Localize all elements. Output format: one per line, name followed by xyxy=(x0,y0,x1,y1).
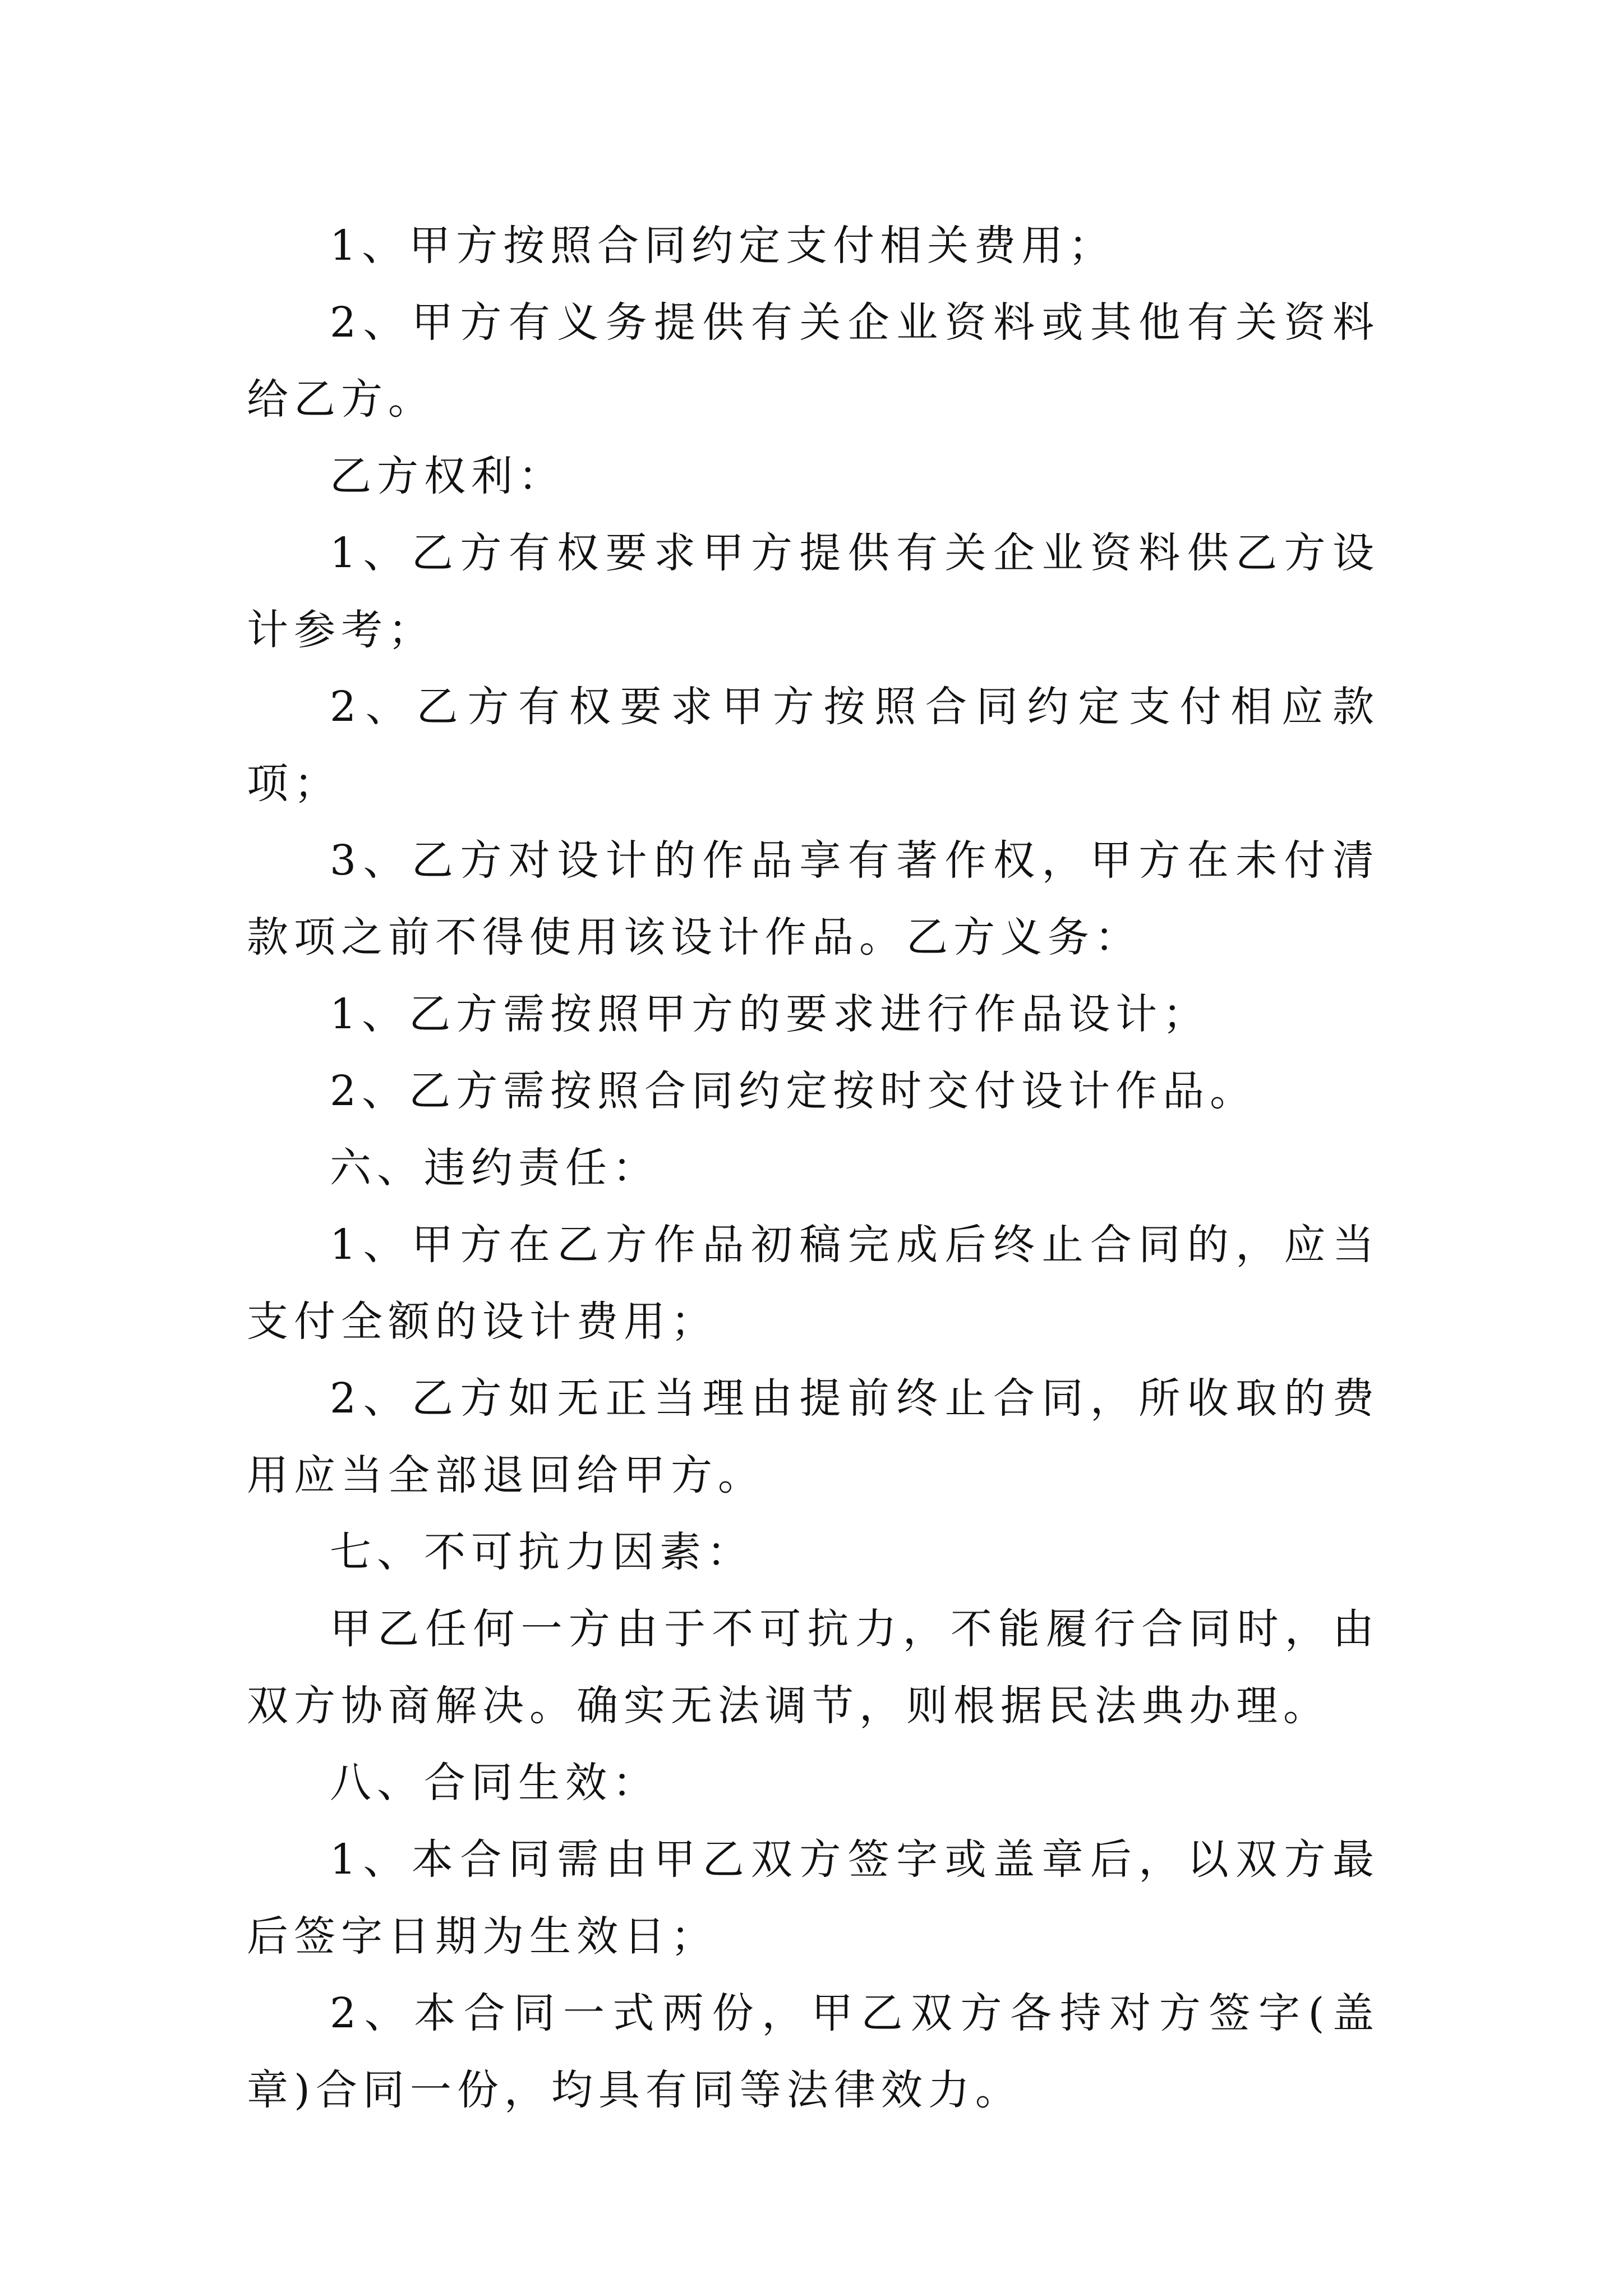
clause-party-b-right-materials: 1、乙方有权要求甲方提供有关企业资料供乙方设计参考； xyxy=(247,529,1380,654)
clause-party-a-payment: 1、甲方按照合同约定支付相关费用； xyxy=(330,222,1116,270)
clause-force-majeure: 甲乙任何一方由于不可抗力，不能履行合同时，由双方协商解决。确实无法调节，则根据民法典办理。 xyxy=(247,1605,1380,1730)
clause-party-b-delivery: 2、乙方需按照合同约定按时交付设计作品。 xyxy=(330,1067,1257,1115)
document-body xyxy=(247,208,1380,2129)
clause-party-b-copyright: 3、乙方对设计的作品享有著作权，甲方在未付清款项之前不得使用该设计作品。乙方义务： xyxy=(247,836,1380,961)
clause-breach-party-a: 1、甲方在乙方作品初稿完成后终止合同的，应当支付全额的设计费用； xyxy=(247,1221,1380,1346)
clause-effective-date: 1、本合同需由甲乙双方签字或盖章后，以双方最后签字日期为生效日； xyxy=(247,1835,1380,1961)
clause-party-a-materials: 2、甲方有义务提供有关企业资料或其他有关资料给乙方。 xyxy=(247,298,1380,424)
heading-breach: 六、违约责任： xyxy=(330,1144,660,1192)
clause-copies: 2、本合同一式两份，甲乙双方各持对方签字(盖章)合同一份，均具有同等法律效力。 xyxy=(247,1989,1380,2114)
heading-force-majeure: 七、不可抗力因素： xyxy=(330,1528,754,1576)
clause-party-b-design: 1、乙方需按照甲方的要求进行作品设计； xyxy=(330,990,1210,1038)
clause-breach-party-b: 2、乙方如无正当理由提前终止合同，所收取的费用应当全部退回给甲方。 xyxy=(247,1374,1380,1499)
heading-effectiveness: 八、合同生效： xyxy=(330,1759,660,1807)
heading-party-b-rights: 乙方权利： xyxy=(330,452,565,500)
clause-party-b-right-payment: 2、乙方有权要求甲方按照合同约定支付相应款项； xyxy=(247,683,1380,808)
